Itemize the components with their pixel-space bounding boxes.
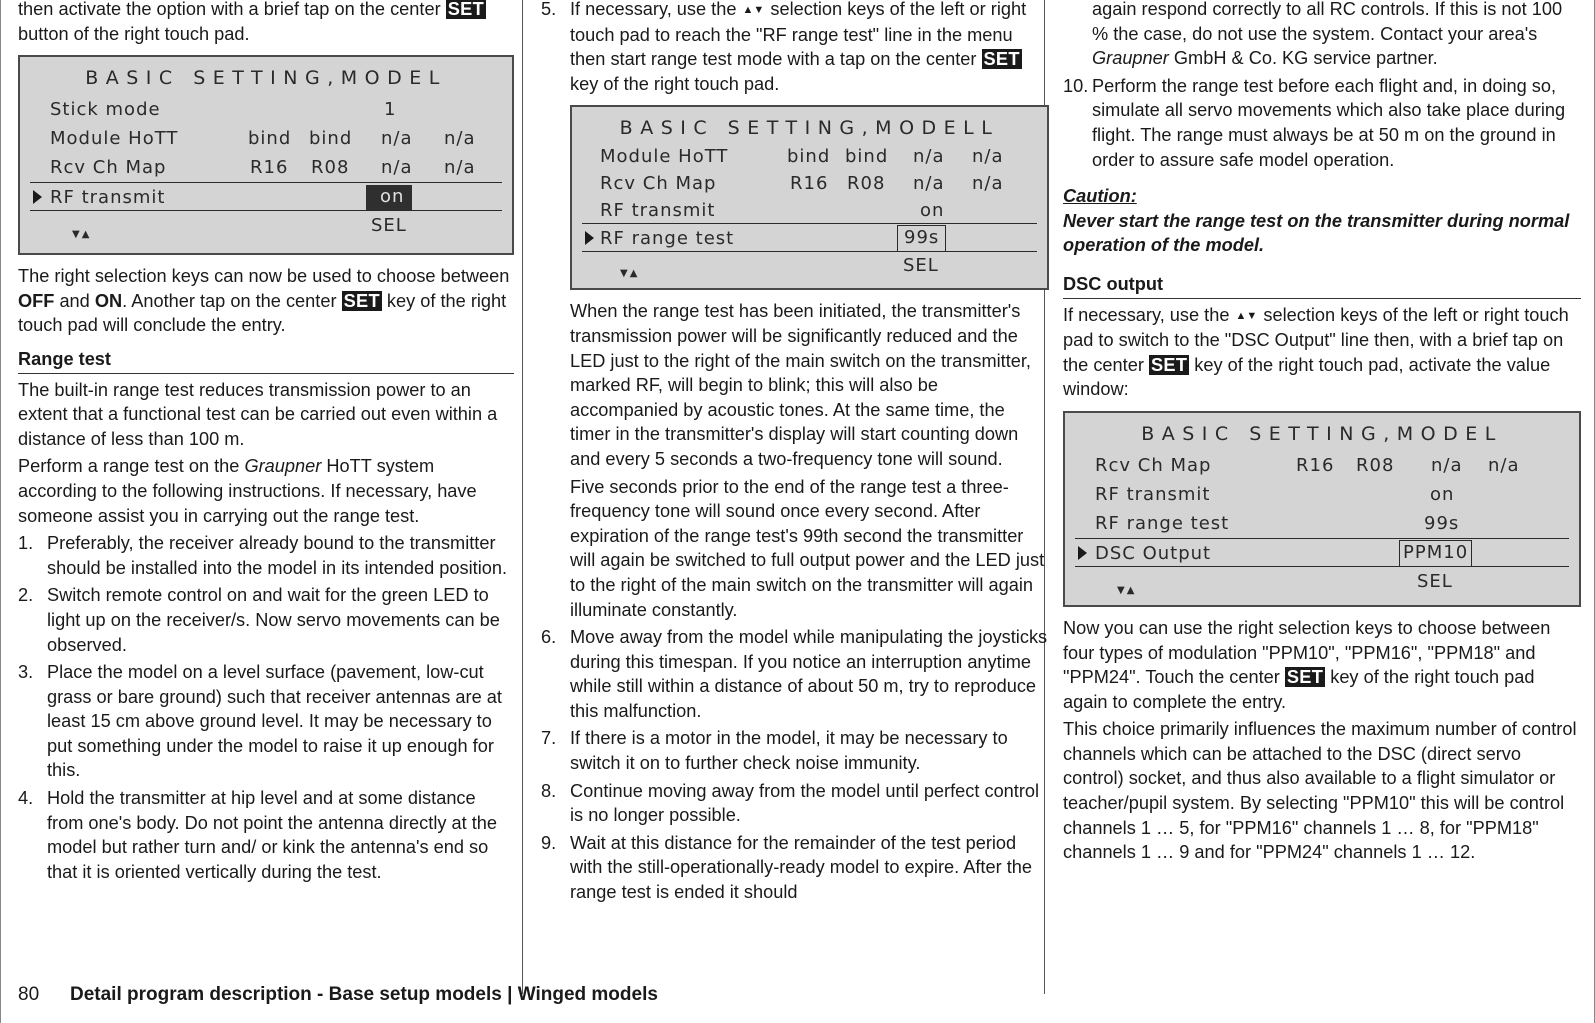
heading-range-test: Range test [18, 347, 514, 374]
paragraph-step-9-continued: again respond correctly to all RC controls. If this is not 100 % the case, do not use the system. Contact your area's Graupner GmbH & Co. KG service partner. [1092, 0, 1563, 69]
intro-paragraph: then activate the option with a brief tap on the center SET button of the right touch pad. [18, 0, 484, 44]
lcd-row-rcv-ch-map: Rcv Ch Map R16 R08 n/a n/a [50, 157, 476, 179]
lcd-sel-label: SEL [1417, 570, 1453, 592]
lcd-screen-basic-setting-1 [18, 55, 514, 255]
set-key-label: SET [343, 290, 380, 311]
lcd-screen-basic-setting-3 [1063, 411, 1581, 607]
range-test-step-5 [541, 0, 1049, 96]
lcd-title: BASIC SETTING,MODELL [619, 117, 1000, 140]
list-item: 4. Hold the transmitter at hip level and at some distance from one's body. Do not point the antenna directly at the model but rather turn and/ or kink the antenna's end so that it is oriented vertically during the test. [18, 788, 498, 882]
lcd-highlighted-value: on [366, 185, 412, 210]
list-item: 9. Wait at this distance for the remainder of the test period with the still-operationally-ready model to expire. After the range test is ended it should [541, 832, 1032, 903]
lcd-row-module: Module HoTT bind bind n/a n/a [600, 146, 1004, 168]
up-down-arrows-icon: ▼▲ [1117, 584, 1137, 596]
column-divider-1 [522, 0, 523, 994]
cursor-arrow-icon [1078, 546, 1087, 560]
lcd-title: BASIC SETTING,MODEL [1141, 422, 1503, 445]
list-item: 2. Switch remote control on and wait for the green LED to light up on the receiver/s. Now servo movements can be observed. [18, 585, 500, 655]
lcd-row-rf-transmit: RF transmit on [1095, 483, 1455, 505]
lcd-sel-label: SEL [903, 255, 939, 277]
up-down-arrows-icon: ▼▲ [72, 229, 92, 241]
caution-title: Caution: [1063, 186, 1137, 207]
lcd-screen-basic-setting-2 [570, 105, 1049, 290]
lcd-row-module: Module HoTT bind bind n/a n/a [50, 128, 476, 150]
cursor-arrow-icon [33, 190, 42, 204]
set-key-label: SET [447, 0, 484, 19]
set-key-label: SET [983, 49, 1020, 70]
up-down-selection-keys-icon: ▲▼ [742, 4, 765, 16]
lcd-row-rcv-ch-map: Rcv Ch Map R16 R08 n/a n/a [1095, 454, 1520, 476]
list-item: 3. Place the model on a level surface (pavement, low-cut grass or bare ground) such that receiver antennas are at least 15 cm above ground level. It may be necessary to put something under the model to raise it up enough for this. [18, 662, 502, 781]
range-test-steps-6-9 [541, 625, 1049, 905]
list-item: 8. Continue moving away from the model until perfect control is no longer possible. [541, 780, 1040, 826]
lcd-row-stick-mode: Stick mode 1 [50, 99, 397, 121]
up-down-selection-keys-icon: ▲▼ [1235, 309, 1258, 322]
column-3 [1063, 0, 1581, 865]
paragraph-range-test-initiated: When the range test has been initiated, the transmitter's transmission power will be significantly reduced and the LED just to the right of the main switch on the transmitter, marked RF, will begin to blink; this will also be accompanied by acoustic tones. At the same time, the timer in the transmitter's display will start counting down and every 5 seconds a two-frequency tone will sound. [570, 301, 1031, 469]
lcd-boxed-value: PPM10 [1399, 540, 1472, 567]
paragraph-selection-keys: The right selection keys can now be used to choose between OFF and ON. Another tap on the center SET key of the right touch pad will conclude the entry. [18, 266, 510, 336]
range-test-steps-1-4 [18, 531, 514, 884]
lcd-row-rf-transmit: RF transmit on [600, 200, 945, 222]
range-test-step-10 [1063, 74, 1581, 172]
lcd-title: BASIC SETTING,MODEL [85, 67, 447, 90]
set-key-label: SET [1150, 354, 1188, 375]
list-item: 1. Preferably, the receiver already bound to the transmitter should be installed into the model in its intended position. [18, 533, 508, 578]
paragraph-dsc-modulation: Now you can use the right selection keys to choose between four types of modulation "PPM10", "PPM16", "PPM18" and "PPM24". Touch the center SET key of the right touch pad again to complete the entry. [1063, 617, 1551, 712]
page-left-edge [0, 0, 1, 1023]
caution-text: Never start the range test on the transmitter during normal operation of the model. [1063, 210, 1570, 256]
list-item: 10. Perform the range test before each flight and, in doing so, simulate all servo movements which also take place during flight. The range must always be at 50 m on the ground in order to assure safe model operation. [1063, 75, 1566, 170]
lcd-row-rf-range-test: RF range test 99s [1095, 512, 1460, 534]
heading-dsc-output: DSC output [1063, 272, 1581, 299]
lcd-row-rcv-ch-map: Rcv Ch Map R16 R08 n/a n/a [600, 173, 1004, 195]
lcd-sel-label: SEL [371, 215, 407, 237]
paragraph-range-test-intro: The built-in range test reduces transmission power to an extent that a functional test can be carried out even within a distance of less than 100 m. [18, 379, 498, 449]
page-number: 80 [18, 984, 40, 1005]
column-2 [541, 0, 1049, 905]
lcd-row-rf-transmit-selected: RF transmit on [30, 182, 502, 211]
paragraph-dsc-channels: This choice primarily influences the maximum number of control channels which can be attached to the DSC (direct servo control) socket, and thus also available to a flight simulator or teacher/pupil system. By selecting "PPM10" this will be control channels 1 … 5, for "PPM16" channels 1 … 8, for "PPM18" channels 1 … 9 and for "PPM24" channels 1 … 12. [1063, 719, 1577, 863]
lcd-row-dsc-output-selected: DSC Output PPM10 [1075, 538, 1569, 567]
list-item: 7. If there is a motor in the model, it may be necessary to switch it on to further check noise immunity. [541, 728, 1008, 774]
lcd-boxed-value: 99s [897, 225, 946, 252]
paragraph-range-test-perform: Perform a range test on the Graupner HoTT system according to the following instructions. If necessary, have someone assist you in carrying out the range test. [18, 456, 477, 526]
cursor-arrow-icon [585, 231, 594, 245]
paragraph-dsc-select: If necessary, use the ▲▼ selection keys of the left or right touch pad to switch to the "DSC Output" line then, with a brief tap on the center SET key of the right touch pad, activate the value window: [1063, 304, 1569, 400]
column-1 [18, 0, 514, 884]
footer-title: Detail program description - Base setup models | Winged models [70, 984, 658, 1005]
set-key-label: SET [1286, 667, 1324, 688]
list-item: 5. If necessary, use the ▲▼ selection keys of the left or right touch pad to reach the "RF range test" line in the menu then start range test mode with a tap on the center SET key of the right touch pad. [541, 0, 1027, 94]
paragraph-range-test-end: Five seconds prior to the end of the range test a three-frequency tone will sound once every second. After expiration of the range test's 99th second the transmitter will again be switched to full output power and the LED just to the right of the main switch on the transmitter will again illuminate constantly. [570, 476, 1045, 620]
list-item: 6. Move away from the model while manipulating the joysticks during this timespan. If you notice an interruption anytime while still within a distance of about 50 m, try to reproduce this malfunction. [541, 627, 1048, 721]
lcd-row-rf-range-test-selected: RF range test 99s [582, 223, 1037, 252]
up-down-arrows-icon: ▼▲ [620, 268, 640, 280]
